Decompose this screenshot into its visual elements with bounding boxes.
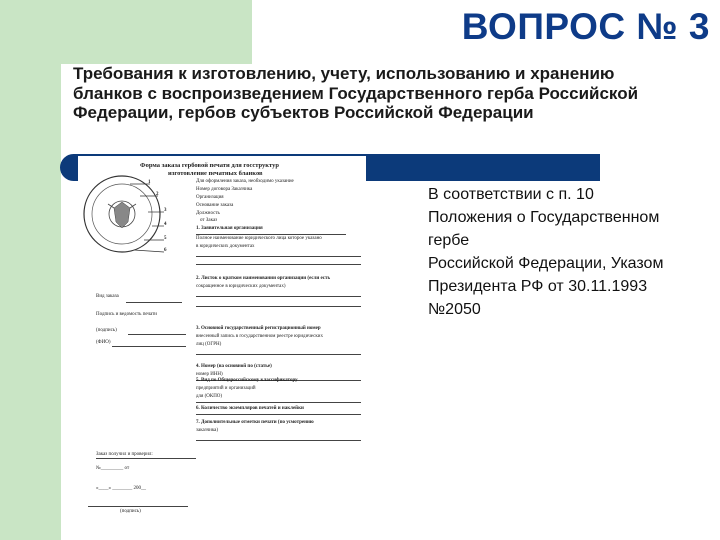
callout-number: 4: [164, 222, 167, 227]
body-line: гербе: [428, 232, 470, 249]
body-line: Президента РФ от 30.11.1993: [428, 278, 648, 295]
doc-top-line: Для оформления заказа, необходимо указание: [196, 179, 294, 184]
doc-section-7-title: 7. Дополнительные отметки печати (по усмотрению: [196, 420, 314, 425]
doc-rule: [96, 458, 196, 459]
doc-section-2-title: 2. Листок о кратком наименовании организации (если есть: [196, 276, 331, 281]
doc-section-3-line: лиц (ОГРН): [196, 342, 222, 347]
doc-rule: [88, 506, 188, 507]
doc-rule: [196, 414, 361, 415]
seal-emblem: [84, 176, 160, 252]
doc-left-label: Вид заказа: [96, 294, 119, 299]
doc-section-3-line: внесенный запись в государственном реестре юридических: [196, 334, 323, 339]
doc-rule: [196, 354, 361, 355]
doc-section-4-title: 4. Номер (на основной по (статье): [196, 364, 272, 369]
doc-rule: [196, 296, 361, 297]
doc-rule: [196, 402, 361, 403]
document-graphics: [78, 156, 366, 540]
doc-rule: [196, 264, 361, 265]
callout-number: 1: [148, 180, 151, 185]
decor-green-block: [0, 0, 252, 64]
doc-top-line: Должность: [196, 211, 220, 216]
callout-number: 6: [164, 248, 167, 253]
doc-rule: [196, 234, 346, 235]
doc-left-label: Подпись и ведомость печати: [96, 312, 157, 317]
callout-number: 5: [164, 236, 167, 241]
doc-section-5-line: предприятий и организаций: [196, 386, 256, 391]
doc-section-4-line: номер ИНН): [196, 372, 223, 377]
doc-top-line: Основание заказа: [196, 203, 234, 208]
doc-heading-2: изготовление печатных бланков: [168, 170, 263, 177]
doc-top-line: Организация: [196, 195, 224, 200]
body-line: №2050: [428, 301, 481, 318]
body-line: Положения о Государственном: [428, 209, 660, 226]
doc-section-1-title: 1. Заявительная организация: [196, 226, 263, 231]
doc-rule: [128, 334, 186, 335]
doc-heading-1: Форма заказа гербовой печати для госструктур: [140, 162, 279, 169]
doc-footer-line: «____» ________ 200__: [96, 486, 146, 491]
doc-rule: [196, 256, 361, 257]
doc-left-label: (ФИО): [96, 340, 111, 345]
doc-section-1-line: Полное наименование юридического лица которое указано: [196, 236, 322, 241]
doc-rule: [126, 302, 182, 303]
doc-rule: [112, 346, 186, 347]
slide-title: ВОПРОС № 3: [461, 6, 710, 47]
doc-section-3-title: 3. Основной государственный регистрационный номер: [196, 326, 321, 331]
doc-left-label: (подпись): [96, 328, 117, 333]
doc-section-5-title: 5. Вид по Общероссийскому классификатору: [196, 378, 298, 383]
doc-section-1-line: в юридических документах: [196, 244, 255, 249]
document-image: [78, 156, 366, 540]
body-line: Российской Федерации, Указом: [428, 255, 664, 272]
body-line: В соответствии с п. 10: [428, 186, 594, 203]
slide-subtitle: Требования к изготовлению, учету, использованию и хранению бланков с воспроизведением Государственного герба Российской Федерации, гербов субъектов Российской Федерации: [73, 64, 639, 122]
doc-top-line: Номер договора Заказчика: [196, 187, 253, 192]
doc-section-6-title: 6. Количество экземпляров печатей и наклейки: [196, 406, 304, 411]
doc-rule: [196, 440, 361, 441]
slide-body-text: [428, 183, 713, 321]
doc-section-2-line: сокращенное в юридических документах): [196, 284, 286, 289]
doc-top-line: от Заказ: [200, 218, 218, 223]
callout-number: 2: [156, 192, 159, 197]
doc-section-5-line: для (ОКПО): [196, 394, 223, 399]
doc-rule: [196, 306, 361, 307]
doc-footer-line: №_________ от: [96, 466, 130, 471]
doc-section-7-line: заказчика): [196, 428, 219, 433]
decor-green-strip: [0, 64, 61, 540]
doc-footer-line: (подпись): [120, 509, 141, 514]
doc-footer-line: Заказ получил и проверил:: [96, 452, 153, 457]
callout-number: 3: [164, 208, 167, 213]
